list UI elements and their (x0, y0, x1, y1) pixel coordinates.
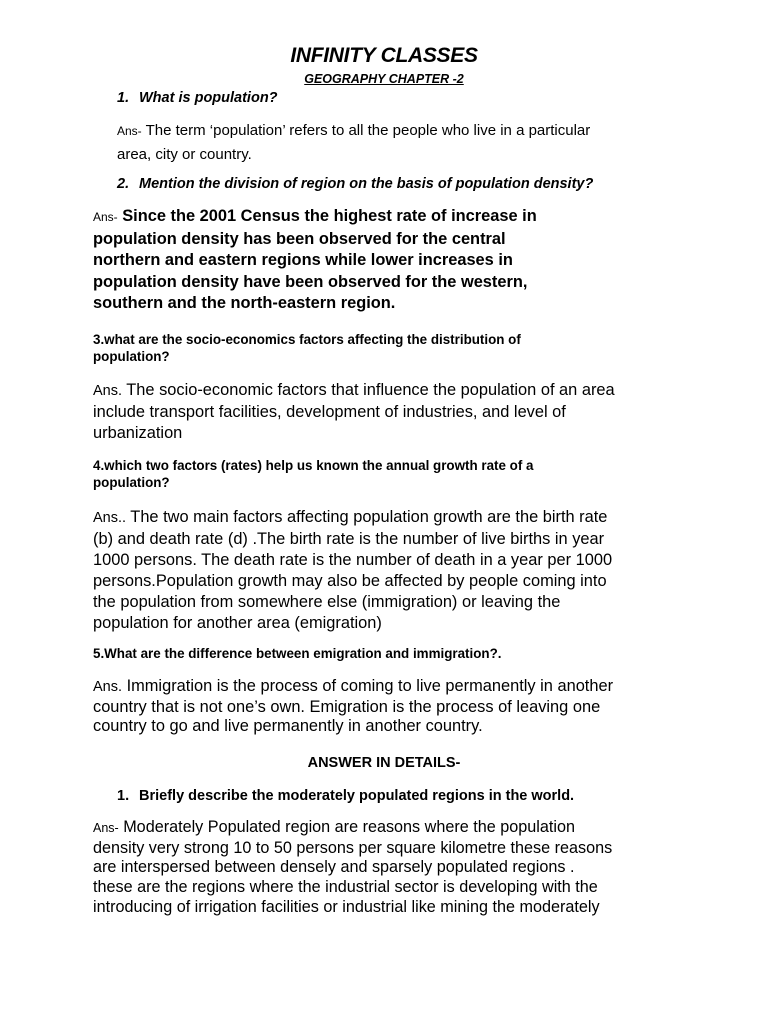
answer-2-prefix: Ans- (93, 210, 118, 224)
answer-3-line: include transport facilities, development of industries, and level of (93, 403, 566, 421)
answer-1-line: area, city or country. (117, 146, 252, 163)
answer-1-line: The term ‘population’ refers to all the people who live in a particular (141, 122, 591, 139)
answer-4-line: persons.Population growth may also be affected by people coming into (93, 572, 607, 590)
answer-3-prefix: Ans. (93, 383, 123, 399)
question-3 (93, 331, 693, 365)
detail-answer-1-line: these are the regions where the industrial sector is developing with the (93, 878, 598, 897)
question-2 (117, 176, 593, 192)
question-1 (117, 90, 278, 106)
answer-5 (93, 677, 713, 737)
answer-5-line: Immigration is the process of coming to live permanently in another (122, 677, 614, 695)
answer-4-line: (b) and death rate (d) .The birth rate is the number of live births in year (93, 530, 605, 548)
answer-2-line: Since the 2001 Census the highest rate of increase in (117, 207, 537, 225)
answer-4-prefix: Ans.. (93, 510, 127, 526)
answer-4-line: The two main factors affecting population growth are the birth rate (126, 508, 608, 526)
question-4 (93, 457, 693, 491)
answer-1-prefix: Ans- (117, 124, 142, 138)
answer-2 (93, 206, 693, 315)
question-5 (93, 645, 693, 662)
detail-answer-1-line: density very strong 10 to 50 persons per square kilometre these reasons (93, 838, 613, 857)
question-1-text: What is population? (139, 90, 278, 106)
answer-4-line: 1000 persons. The death rate is the number of death in a year per 1000 (93, 551, 613, 569)
answer-3-line: urbanization (93, 424, 183, 442)
page-subtitle: GEOGRAPHY CHAPTER -2 (304, 72, 464, 86)
answer-3-line: The socio-economic factors that influence the population of an area (122, 381, 615, 399)
question-2-number: 2. (117, 176, 130, 192)
question-5-line: 5.What are the difference between emigration and immigration?. (93, 646, 502, 661)
detail-question-1-number: 1. (117, 788, 130, 804)
answer-2-line: population density have been observed for the western, (93, 272, 528, 291)
answer-5-prefix: Ans. (93, 679, 123, 695)
answer-3 (93, 380, 713, 444)
question-3-line: population? (93, 349, 170, 364)
page-title: INFINITY CLASSES (290, 44, 478, 67)
question-4-line: 4.which two factors (rates) help us known the annual growth rate of a (93, 458, 534, 473)
detail-question-1 (117, 788, 574, 804)
answer-2-line: southern and the north-eastern region. (93, 294, 396, 313)
question-1-number: 1. (117, 90, 130, 106)
answer-4 (93, 507, 713, 634)
answer-2-line: northern and eastern regions while lower increases in (93, 251, 513, 270)
question-2-text: Mention the division of region on the basis of population density? (139, 176, 594, 192)
section-heading: ANSWER IN DETAILS- (307, 755, 461, 771)
answer-2-line: population density has been observed for the central (93, 229, 506, 248)
answer-4-line: the population from somewhere else (immigration) or leaving the (93, 593, 561, 611)
answer-4-line: population for another area (emigration) (93, 614, 382, 632)
detail-answer-1-line: introducing of irrigation facilities or industrial like mining the moderately (93, 897, 600, 916)
detail-answer-1 (93, 818, 693, 918)
answer-5-line: country to go and live permanently in another country. (93, 717, 483, 736)
question-3-line: 3.what are the socio-economics factors affecting the distribution of (93, 332, 521, 347)
detail-answer-1-line: Moderately Populated region are reasons where the population (118, 818, 575, 836)
answer-5-line: country that is not one’s own. Emigration is the process of leaving one (93, 697, 601, 716)
detail-question-1-text: Briefly describe the moderately populated regions in the world. (139, 788, 575, 804)
detail-answer-1-prefix: Ans- (93, 821, 119, 835)
answer-1 (117, 119, 677, 166)
question-4-line: population? (93, 475, 170, 490)
detail-answer-1-line: are interspersed between densely and sparsely populated regions . (93, 858, 575, 877)
